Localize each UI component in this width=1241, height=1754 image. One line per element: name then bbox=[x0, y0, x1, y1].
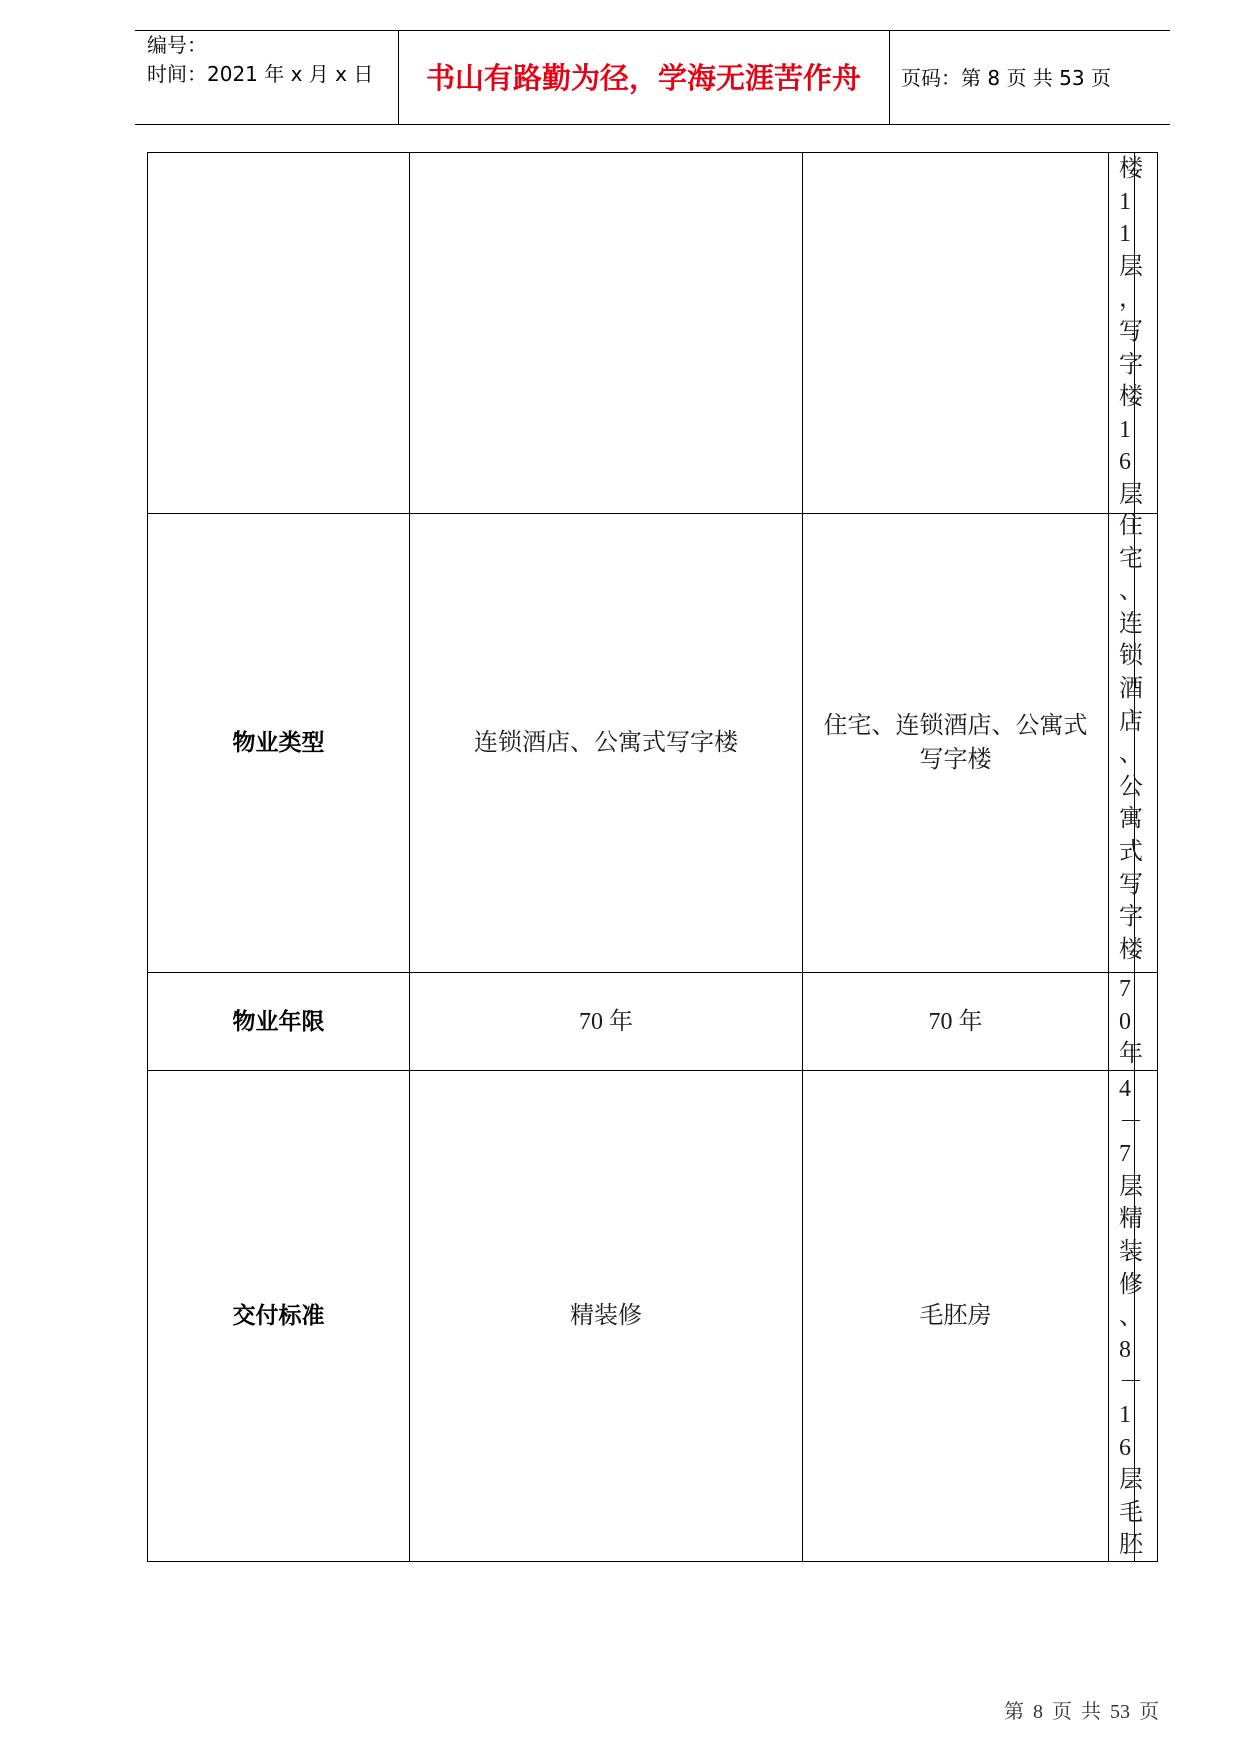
table-cell-r3-col5 bbox=[1135, 973, 1158, 1071]
table-cell-r2-col3 bbox=[803, 514, 1109, 973]
cell-value: 精装修 bbox=[570, 1303, 642, 1329]
cell-value: 毛胚房 bbox=[919, 1303, 992, 1329]
table-cell-r1-col4 bbox=[1109, 153, 1143, 514]
header-page-code: 页码：第 8 页 共 53 页 bbox=[901, 66, 1111, 90]
header-motto: 书山有路勤为径，学海无涯苦作舟 bbox=[425, 61, 861, 95]
table-cell-r1-label bbox=[148, 153, 410, 514]
document-number-label: 编号： bbox=[147, 33, 207, 57]
document-date: 时间：2021 年 x 月 x 日 bbox=[147, 62, 374, 86]
table-cell-r1-col2 bbox=[410, 153, 803, 514]
table-cell-r4-label bbox=[148, 1071, 410, 1562]
table-cell-r2-col5 bbox=[1135, 514, 1158, 973]
cell-value: 住宅、连锁酒店、公寓式写字楼 bbox=[823, 713, 1088, 773]
table-cell-r2-label bbox=[148, 514, 410, 973]
cell-value: 70 年 bbox=[579, 1008, 633, 1035]
table-cell-r3-label bbox=[148, 973, 410, 1071]
narrow-column-text: 4－7层精装修、8－16层毛胚 bbox=[1119, 1076, 1143, 1559]
table-cell-r1-col5 bbox=[1135, 153, 1158, 514]
page-footer-number: 第 8 页 共 53 页 bbox=[1004, 1701, 1159, 1723]
table-cell-r3-col4 bbox=[1109, 973, 1143, 1071]
narrow-column-text: 楼11层，写字楼16层 bbox=[1119, 156, 1143, 508]
cell-value: 70 年 bbox=[928, 1008, 983, 1035]
row-label-property-term: 物业年限 bbox=[232, 1008, 325, 1035]
header-bottom-rule bbox=[135, 124, 1170, 125]
row-label-delivery-standard: 交付标准 bbox=[232, 1303, 325, 1329]
header-top-rule bbox=[135, 30, 1170, 31]
row-label-property-type: 物业类型 bbox=[232, 730, 325, 756]
narrow-column-text: 70年 bbox=[1119, 976, 1143, 1068]
header-divider-right bbox=[889, 30, 890, 124]
property-comparison-table bbox=[147, 152, 1158, 1562]
table-cell-r4-col5 bbox=[1135, 1071, 1158, 1562]
table-cell-r4-col2 bbox=[410, 1071, 803, 1562]
table-cell-r2-col4 bbox=[1109, 513, 1143, 973]
table-cell-r2-col2 bbox=[410, 514, 803, 973]
table-cell-r1-col3 bbox=[803, 153, 1109, 514]
cell-value: 连锁酒店、公寓式写字楼 bbox=[474, 730, 738, 756]
table-cell-r4-col3 bbox=[803, 1071, 1109, 1562]
table-cell-r3-col3 bbox=[803, 973, 1109, 1071]
table-cell-r4-col4 bbox=[1109, 1071, 1143, 1562]
table-cell-r3-col2 bbox=[410, 973, 803, 1071]
narrow-column-text: 住宅、连锁酒店、公寓式写字楼 bbox=[1119, 513, 1143, 963]
